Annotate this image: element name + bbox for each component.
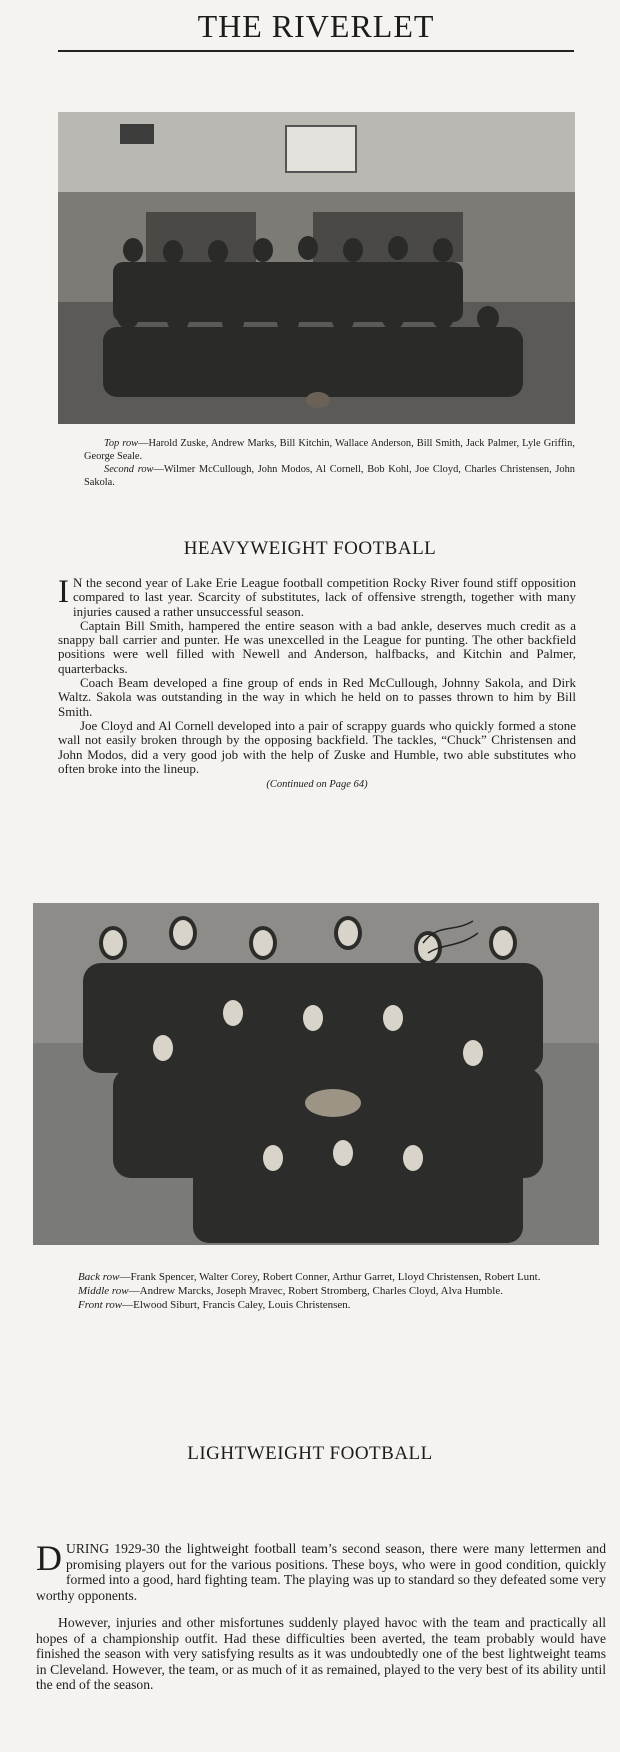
heavyweight-title: HEAVYWEIGHT FOOTBALL: [183, 538, 437, 559]
lightweight-paragraph-2: However, injuries and other misfortunes suddenly played havoc with the team and practically all hopes of a championship outfit. Had these difficulties been averted, the team probably would have finished the season with very satisfying results as it was undoubtedly one of the best lightweight teams in Cleveland. However, the team, or as much of it as remained, played to the very best of its ability until the end of the season.: [36, 1615, 606, 1692]
lightweight-photo-caption: [58, 1270, 578, 1312]
caption-front-row-label: Front row: [78, 1299, 123, 1311]
heavyweight-paragraph-1: N the second year of Lake Erie League football competition Rocky River found stiff opposition compared to last year. Scarcity of substitutes, lack of offensive strength, together with many injuries caused a rather unsuccessful season.: [73, 575, 576, 619]
heavyweight-paragraph-4: Joe Cloyd and Al Cornell developed into a pair of scrappy guards who quickly formed a stone wall not easily broken through by the opposing backfield. The tackles, “Chuck” Christensen and John Modos, did a very good job with the help of Zuske and Humble, two able substitutes who often broke into the lineup.: [58, 717, 576, 776]
caption-top-row-label: Top row: [104, 438, 139, 449]
heavyweight-dropcap: I: [58, 574, 69, 610]
caption-back-row-label: Back row: [78, 1271, 120, 1283]
caption-top-row-names: —Harold Zuske, Andrew Marks, Bill Kitchin, Wallace Anderson, Bill Smith, Jack Palmer, Lyle Griffin, George Seale.: [84, 438, 575, 462]
header-rule: [58, 50, 574, 52]
caption-second-row-label: Second row: [104, 464, 154, 475]
lightweight-team-photo: [33, 903, 599, 1245]
heavyweight-photo-caption: [84, 437, 575, 489]
caption-front-row-names: —Elwood Siburt, Francis Caley, Louis Christensen.: [122, 1299, 351, 1311]
heavyweight-paragraph-3: Coach Beam developed a fine group of ends in Red McCullough, Johnny Sakola, and Dirk Waltz. Sakola was outstanding in the way in which he held on to passes thrown to him by Bill Smith.: [58, 675, 576, 719]
caption-middle-row-label: Middle row: [78, 1285, 129, 1297]
lightweight-title: LIGHTWEIGHT FOOTBALL: [187, 1443, 433, 1464]
heavyweight-article: [58, 576, 576, 792]
lightweight-dropcap: D: [36, 1538, 62, 1578]
heavyweight-paragraph-2: Captain Bill Smith, hampered the entire season with a bad ankle, deserves much credit as a snappy ball carrier and punter. He was unexcelled in the League for punting. The other backfield positions were well filled with Newell and Anderson, halfbacks, and Kitchin and Palmer, quarterbacks.: [58, 617, 576, 676]
continued-note: (Continued on Page 64): [266, 779, 368, 791]
page-title: THE RIVERLET: [197, 8, 435, 44]
heavyweight-team-photo: [58, 112, 575, 424]
caption-middle-row-names: —Andrew Marcks, Joseph Mravec, Robert Stromberg, Charles Cloyd, Alva Humble.: [128, 1285, 503, 1297]
lightweight-paragraph-1: URING 1929-30 the lightweight football team’s second season, there were many lettermen and promising players out for the various positions. These boys, who were in good condition, quickly formed into a good, hard fighting team. The playing was up to standard so they defeated some very worthy opponents.: [36, 1541, 606, 1603]
caption-second-row-names: —Wilmer McCullough, John Modos, Al Cornell, Bob Kohl, Joe Cloyd, Charles Christensen, John Sakola.: [84, 464, 575, 488]
lightweight-article: [36, 1538, 606, 1693]
caption-back-row-names: —Frank Spencer, Walter Corey, Robert Conner, Arthur Garret, Lloyd Christensen, Robert Lunt.: [119, 1271, 541, 1283]
